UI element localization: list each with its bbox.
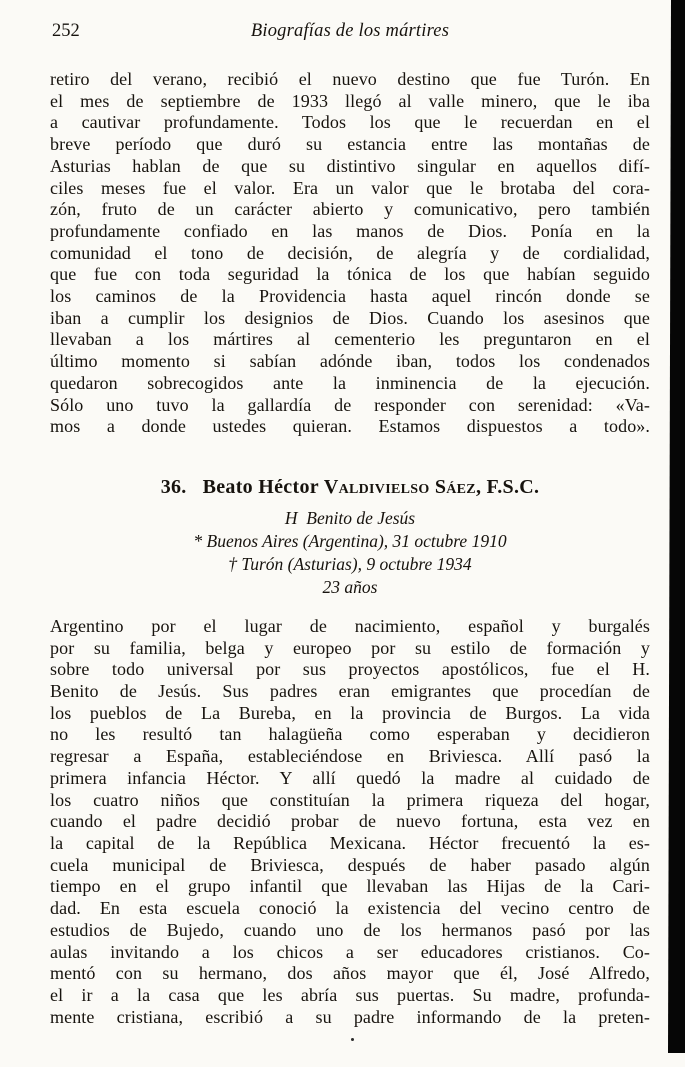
text-line: comunidad el tono de decisión, de alegría y de cordialidad, bbox=[50, 242, 650, 263]
text-line: breve período que duró su estancia entre las montañas de bbox=[50, 134, 650, 155]
text-line: aulas invitando a los chicos a ser educadores cristianos. Co- bbox=[50, 941, 650, 962]
section-title-main: Beato Héctor bbox=[202, 475, 324, 498]
text-line: a cautivar profundamente. Todos los que le recuerdan en el bbox=[50, 112, 650, 133]
scan-dot-artifact bbox=[351, 1038, 354, 1041]
text-line: Asturias hablan de que su distintivo singular en aquellos difí- bbox=[50, 155, 650, 176]
book-page-content bbox=[50, 0, 650, 1028]
text-line: por su familia, belga y europeo por su estilo de formación y bbox=[50, 637, 650, 658]
vita-line: 23 años bbox=[322, 576, 378, 597]
text-line: los pueblos de La Bureba, en la provincia de Burgos. La vida bbox=[50, 702, 650, 723]
text-line: profundamente confiado en las manos de Dios. Ponía en la bbox=[50, 220, 650, 241]
section-title-surname-smallcaps: Valdivielso Sáez bbox=[323, 475, 476, 498]
text-line: la capital de la República Mexicana. Héctor frecuentó la es- bbox=[50, 832, 650, 853]
text-line: primera infancia Héctor. Y allí quedó la madre al cuidado de bbox=[50, 767, 650, 788]
text-line: llevaban a los mártires al cementerio les preguntaron en el bbox=[50, 329, 650, 350]
vita-line: † Turón (Asturias), 9 octubre 1934 bbox=[228, 553, 472, 574]
text-line: cuela municipal de Briviesca, después de haber pasado algún bbox=[50, 854, 650, 875]
section-heading bbox=[50, 474, 650, 500]
text-line: mente cristiana, escribió a su padre informando de la preten- bbox=[50, 1006, 650, 1027]
text-line: quedaron sobrecogidos ante la inminencia de la ejecución. bbox=[50, 372, 650, 393]
text-line: Argentino por el lugar de nacimiento, español y burgalés bbox=[50, 615, 650, 636]
text-line: Benito de Jesús. Sus padres eran emigrantes que procedían de bbox=[50, 681, 650, 702]
text-line: iban a cumplir los designios de Dios. Cuando los asesinos que bbox=[50, 307, 650, 328]
text-line: mos a donde ustedes quieran. Estamos dispuestos a todo». bbox=[50, 416, 650, 437]
text-line: cuando el padre decidió probar de nuevo fortuna, esta vez en bbox=[50, 811, 650, 832]
text-line: sobre todo universal por sus proyectos apostólicos, fue el H. bbox=[50, 659, 650, 680]
text-line: dad. En esta escuela conoció la existencia del vecino centro de bbox=[50, 898, 650, 919]
biographical-data-block bbox=[50, 507, 650, 599]
page-number: 252 bbox=[52, 21, 80, 41]
vita-line: * Buenos Aires (Argentina), 31 octubre 1910 bbox=[193, 530, 507, 551]
text-line: ciles meses fue el valor. Era un valor que le brotaba del cora- bbox=[50, 177, 650, 198]
paragraph-intro bbox=[50, 69, 650, 438]
text-line: mentó con su hermano, dos años mayor que él, José Alfredo, bbox=[50, 963, 650, 984]
section-number: 36. bbox=[160, 475, 187, 498]
text-line: el mes de septiembre de 1933 llegó al valle minero, que le iba bbox=[50, 90, 650, 111]
text-line: zón, fruto de un carácter abierto y comunicativo, pero también bbox=[50, 199, 650, 220]
vita-line: H Benito de Jesús bbox=[284, 507, 416, 528]
running-title: Biografías de los mártires bbox=[250, 21, 450, 41]
text-line: regresar a España, estableciéndose en Briviesca. Allí pasó la bbox=[50, 746, 650, 767]
text-line: el ir a la casa que les abría sus puertas. Su madre, profunda- bbox=[50, 984, 650, 1005]
text-line: retiro del verano, recibió el nuevo destino que fue Turón. En bbox=[50, 69, 650, 89]
text-line: Sólo uno tuvo la gallardía de responder con serenidad: «Va- bbox=[50, 394, 650, 415]
text-line: no les resultó tan halagüeña como esperaban y decidieron bbox=[50, 724, 650, 745]
running-header bbox=[50, 0, 650, 44]
section-title-suffix: , F.S.C. bbox=[475, 475, 540, 498]
paragraph-biography bbox=[50, 616, 650, 1028]
text-line: estudios de Bujedo, cuando uno de los hermanos pasó por las bbox=[50, 919, 650, 940]
text-line: los caminos de la Providencia hasta aquel rincón donde se bbox=[50, 286, 650, 307]
text-line: tiempo en el grupo infantil que llevaban las Hijas de la Cari- bbox=[50, 876, 650, 897]
scan-edge-artifact bbox=[668, 0, 685, 1053]
text-line: los cuatro niños que constituían la primera riqueza del hogar, bbox=[50, 789, 650, 810]
text-line: último momento si sabían adónde iban, todos los condenados bbox=[50, 351, 650, 372]
text-line: que fue con toda seguridad la tónica de los que habían seguido bbox=[50, 264, 650, 285]
